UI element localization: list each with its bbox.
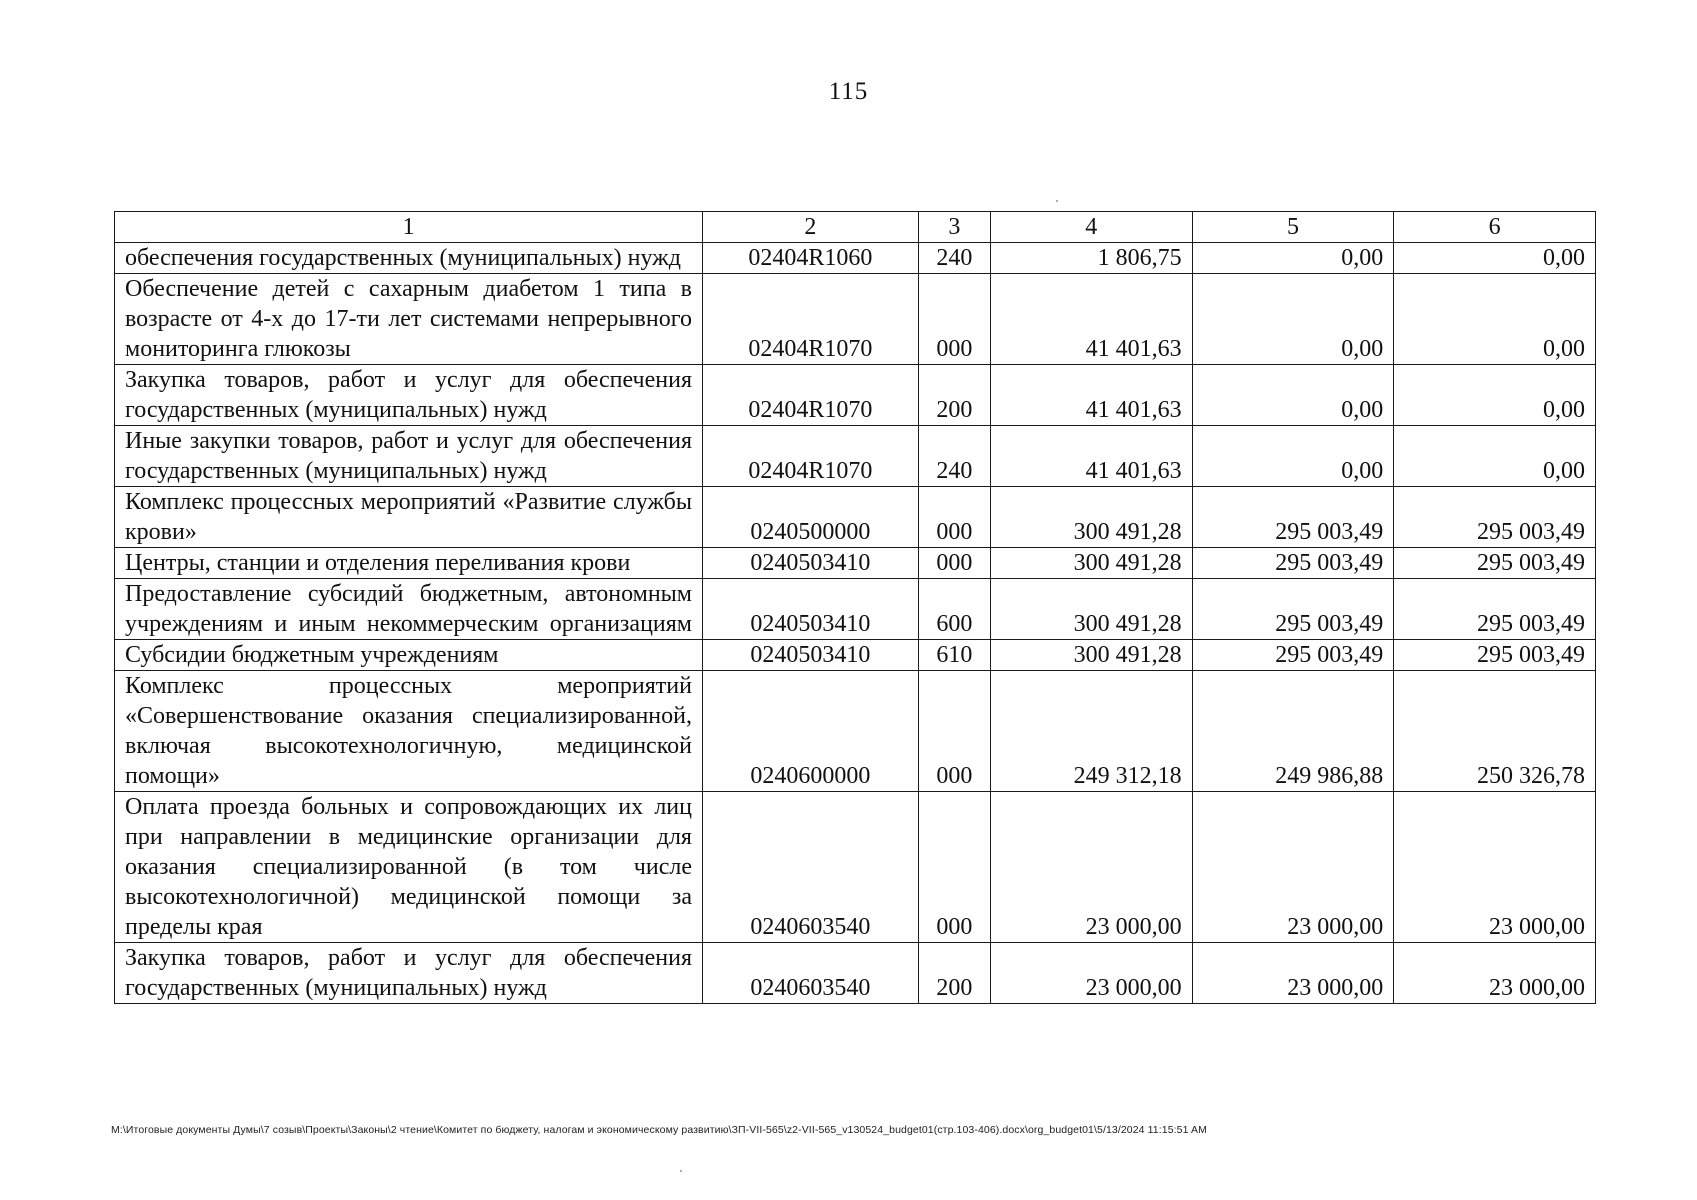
row-type: 200 — [918, 365, 990, 426]
row-value-6: 0,00 — [1394, 426, 1596, 487]
row-value-6: 23 000,00 — [1394, 943, 1596, 1004]
row-type: 200 — [918, 943, 990, 1004]
row-type: 000 — [918, 548, 990, 579]
row-value-5: 295 003,49 — [1192, 640, 1394, 671]
row-value-6: 23 000,00 — [1394, 792, 1596, 943]
row-value-5: 0,00 — [1192, 274, 1394, 365]
column-header-6: 6 — [1394, 212, 1596, 243]
row-value-6: 0,00 — [1394, 243, 1596, 274]
row-code: 02404R1070 — [702, 274, 918, 365]
column-header-5: 5 — [1192, 212, 1394, 243]
row-value-4: 249 312,18 — [990, 671, 1192, 792]
row-value-4: 300 491,28 — [990, 640, 1192, 671]
row-value-4: 300 491,28 — [990, 579, 1192, 640]
row-type: 000 — [918, 792, 990, 943]
row-name: Оплата проезда больных и сопровождающих их лиц при направлении в медицинские организации для оказания специализированной (в том числе высокотехнологичной) медицинской помощи за пределы края — [115, 792, 703, 943]
row-value-6: 0,00 — [1394, 274, 1596, 365]
row-name: Закупка товаров, работ и услуг для обеспечения государственных (муниципальных) нужд — [115, 365, 703, 426]
row-type: 000 — [918, 671, 990, 792]
column-header-1: 1 — [115, 212, 703, 243]
row-value-5: 295 003,49 — [1192, 487, 1394, 548]
table-row — [115, 579, 1596, 640]
row-value-5: 295 003,49 — [1192, 548, 1394, 579]
table-row — [115, 548, 1596, 579]
scan-speck — [1056, 200, 1058, 202]
row-value-6: 0,00 — [1394, 365, 1596, 426]
row-value-4: 23 000,00 — [990, 943, 1192, 1004]
row-value-5: 23 000,00 — [1192, 792, 1394, 943]
row-value-5: 23 000,00 — [1192, 943, 1394, 1004]
row-name: Предоставление субсидий бюджетным, автономным учреждениям и иным некоммерческим организациям — [115, 579, 703, 640]
row-value-4: 41 401,63 — [990, 365, 1192, 426]
row-value-5: 295 003,49 — [1192, 579, 1394, 640]
row-value-6: 295 003,49 — [1394, 487, 1596, 548]
row-code: 0240603540 — [702, 792, 918, 943]
table-row — [115, 792, 1596, 943]
budget-table — [114, 211, 1596, 1004]
table-row — [115, 243, 1596, 274]
row-type: 000 — [918, 487, 990, 548]
row-type: 000 — [918, 274, 990, 365]
row-code: 0240600000 — [702, 671, 918, 792]
row-name: Комплекс процессных мероприятий «Развитие службы крови» — [115, 487, 703, 548]
column-header-2: 2 — [702, 212, 918, 243]
row-value-4: 1 806,75 — [990, 243, 1192, 274]
row-name: обеспечения государственных (муниципальных) нужд — [115, 243, 703, 274]
page-number: 115 — [828, 78, 869, 105]
row-name: Обеспечение детей с сахарным диабетом 1 типа в возрасте от 4-х до 17-ти лет системами непрерывного мониторинга глюкозы — [115, 274, 703, 365]
row-code: 0240503410 — [702, 548, 918, 579]
row-type: 240 — [918, 243, 990, 274]
table-row — [115, 274, 1596, 365]
column-header-4: 4 — [990, 212, 1192, 243]
table-row — [115, 640, 1596, 671]
row-name: Закупка товаров, работ и услуг для обеспечения государственных (муниципальных) нужд — [115, 943, 703, 1004]
row-name: Центры, станции и отделения переливания крови — [115, 548, 703, 579]
row-type: 240 — [918, 426, 990, 487]
row-value-4: 41 401,63 — [990, 426, 1192, 487]
row-value-5: 0,00 — [1192, 243, 1394, 274]
table-row — [115, 487, 1596, 548]
row-code: 02404R1070 — [702, 426, 918, 487]
row-type: 610 — [918, 640, 990, 671]
row-name: Комплекс процессных мероприятий «Совершенствование оказания специализированной, включая высокотехнологичную, медицинской помощи» — [115, 671, 703, 792]
table-row — [115, 365, 1596, 426]
row-value-4: 300 491,28 — [990, 487, 1192, 548]
row-value-6: 295 003,49 — [1394, 579, 1596, 640]
row-value-6: 295 003,49 — [1394, 548, 1596, 579]
row-value-6: 295 003,49 — [1394, 640, 1596, 671]
row-code: 0240500000 — [702, 487, 918, 548]
row-value-5: 0,00 — [1192, 365, 1394, 426]
row-code: 02404R1060 — [702, 243, 918, 274]
row-value-4: 300 491,28 — [990, 548, 1192, 579]
row-name: Субсидии бюджетным учреждениям — [115, 640, 703, 671]
row-name: Иные закупки товаров, работ и услуг для обеспечения государственных (муниципальных) нужд — [115, 426, 703, 487]
table-row — [115, 943, 1596, 1004]
table-row — [115, 671, 1596, 792]
row-value-6: 250 326,78 — [1394, 671, 1596, 792]
row-code: 0240503410 — [702, 640, 918, 671]
row-code: 0240603540 — [702, 943, 918, 1004]
table-row — [115, 426, 1596, 487]
table-header-row — [115, 212, 1596, 243]
row-value-4: 41 401,63 — [990, 274, 1192, 365]
row-value-4: 23 000,00 — [990, 792, 1192, 943]
row-value-5: 0,00 — [1192, 426, 1394, 487]
row-value-5: 249 986,88 — [1192, 671, 1394, 792]
row-code: 02404R1070 — [702, 365, 918, 426]
scan-speck — [680, 1170, 682, 1172]
row-code: 0240503410 — [702, 579, 918, 640]
column-header-3: 3 — [918, 212, 990, 243]
row-type: 600 — [918, 579, 990, 640]
file-path-footer: M:\Итоговые документы Думы\7 созыв\Проекты\Законы\2 чтение\Комитет по бюджету, налогам и экономическому развитию\ЗП-VII-565\z2-VII-565_v130524_budget01(стр.103-406).docx\org_budget01\5/13/2024 11:15:51 AM — [111, 1124, 1207, 1136]
